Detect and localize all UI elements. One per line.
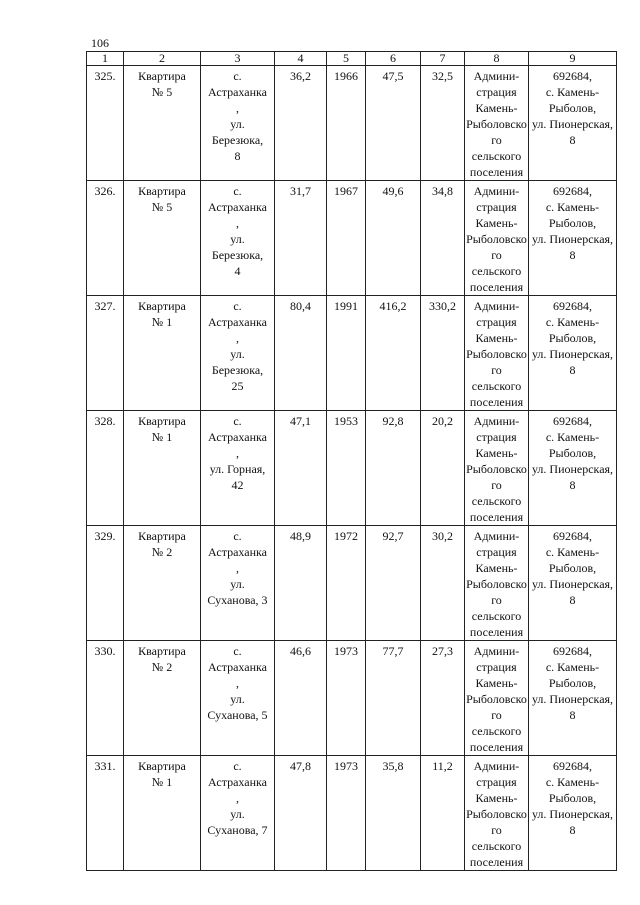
year-value-cell — [327, 296, 366, 411]
object-address-cell — [201, 66, 275, 181]
area-value: 46,6 — [290, 644, 311, 658]
row-number-cell — [87, 526, 124, 641]
residual-value: 330,2 — [429, 299, 456, 313]
column-number: 3 — [201, 52, 275, 66]
object-address: с. Астраханка , ул. Березюка, 4 — [208, 184, 267, 278]
residual-value-cell — [421, 181, 465, 296]
object-name: Квартира № 5 — [138, 184, 186, 214]
object-name-cell — [124, 181, 201, 296]
object-address-cell — [201, 641, 275, 756]
row-number: 326. — [94, 184, 116, 198]
holder-address-cell — [529, 181, 617, 296]
object-name-cell — [124, 641, 201, 756]
object-address: с. Астраханка , ул. Березюка, 25 — [208, 299, 267, 393]
object-name-cell — [124, 756, 201, 871]
area-value-cell — [275, 181, 327, 296]
object-address-cell — [201, 526, 275, 641]
object-name: Квартира № 1 — [138, 414, 186, 444]
table-row — [87, 526, 617, 641]
cost-value: 92,8 — [382, 414, 404, 428]
row-number: 330. — [94, 644, 116, 658]
holder-address-cell — [529, 641, 617, 756]
holder-address: 692684, с. Камень- Рыболов, ул. Пионерская, 8 — [531, 414, 614, 492]
holder-address: 692684, с. Камень- Рыболов, ул. Пионерская, 8 — [531, 644, 614, 722]
cost-value: 77,7 — [382, 644, 404, 658]
residual-value: 30,2 — [432, 529, 453, 543]
year-value: 1966 — [334, 69, 358, 83]
cost-value: 92,7 — [382, 529, 404, 543]
row-number: 329. — [94, 529, 116, 543]
holder-name-cell — [465, 66, 529, 181]
area-value: 80,4 — [290, 299, 311, 313]
holder-name-cell — [465, 411, 529, 526]
column-number: 2 — [124, 52, 201, 66]
year-value: 1953 — [334, 414, 358, 428]
cost-value-cell — [366, 66, 421, 181]
cost-value-cell — [366, 411, 421, 526]
holder-name-cell — [465, 641, 529, 756]
table-row — [87, 66, 617, 181]
object-name: Квартира № 5 — [138, 69, 186, 99]
residual-value-cell — [421, 411, 465, 526]
holder-address-cell — [529, 66, 617, 181]
column-number: 7 — [421, 52, 465, 66]
holder-address: 692684, с. Камень- Рыболов, ул. Пионерская, 8 — [531, 759, 614, 837]
year-value-cell — [327, 66, 366, 181]
holder-address: 692684, с. Камень- Рыболов, ул. Пионерская, 8 — [531, 184, 614, 262]
object-address: с. Астраханка , ул. Березюка, 8 — [208, 69, 267, 163]
row-number: 328. — [94, 414, 116, 428]
holder-name-cell — [465, 526, 529, 641]
holder-name: Админи- страция Камень- Рыболовско го сельского поселения — [466, 299, 527, 409]
residual-value: 27,3 — [432, 644, 453, 658]
column-number: 1 — [87, 52, 124, 66]
object-name-cell — [124, 296, 201, 411]
holder-name-cell — [465, 296, 529, 411]
holder-name: Админи- страция Камень- Рыболовско го сельского поселения — [466, 69, 527, 179]
row-number-cell — [87, 296, 124, 411]
residual-value-cell — [421, 526, 465, 641]
column-number-row — [87, 52, 617, 66]
object-name: Квартира № 1 — [138, 299, 186, 329]
residual-value-cell — [421, 66, 465, 181]
object-name: Квартира № 1 — [138, 759, 186, 789]
year-value: 1972 — [334, 529, 358, 543]
area-value-cell — [275, 296, 327, 411]
holder-name-cell — [465, 181, 529, 296]
row-number: 327. — [94, 299, 116, 313]
holder-address-cell — [529, 411, 617, 526]
holder-name: Админи- страция Камень- Рыболовско го сельского поселения — [466, 529, 527, 639]
property-registry-table — [86, 51, 617, 871]
object-address-cell — [201, 411, 275, 526]
cost-value-cell — [366, 181, 421, 296]
holder-address-cell — [529, 526, 617, 641]
holder-address: 692684, с. Камень- Рыболов, ул. Пионерская, 8 — [531, 299, 614, 377]
table-row — [87, 411, 617, 526]
row-number-cell — [87, 66, 124, 181]
area-value-cell — [275, 66, 327, 181]
year-value: 1967 — [334, 184, 358, 198]
area-value: 47,1 — [290, 414, 311, 428]
year-value-cell — [327, 641, 366, 756]
year-value: 1973 — [334, 644, 358, 658]
object-address: с. Астраханка , ул. Суханова, 7 — [207, 759, 268, 837]
table-row — [87, 641, 617, 756]
holder-name: Админи- страция Камень- Рыболовско го сельского поселения — [466, 414, 527, 524]
residual-value-cell — [421, 756, 465, 871]
area-value: 36,2 — [290, 69, 311, 83]
residual-value-cell — [421, 296, 465, 411]
cost-value-cell — [366, 756, 421, 871]
row-number-cell — [87, 756, 124, 871]
cost-value-cell — [366, 641, 421, 756]
year-value-cell — [327, 526, 366, 641]
holder-name: Админи- страция Камень- Рыболовско го сельского поселения — [466, 644, 527, 754]
object-name-cell — [124, 411, 201, 526]
object-address: с. Астраханка , ул. Суханова, 3 — [207, 529, 268, 607]
area-value-cell — [275, 756, 327, 871]
area-value-cell — [275, 641, 327, 756]
cost-value-cell — [366, 296, 421, 411]
holder-address-cell — [529, 756, 617, 871]
area-value: 31,7 — [290, 184, 311, 198]
object-address-cell — [201, 181, 275, 296]
column-number: 9 — [529, 52, 617, 66]
table-row — [87, 296, 617, 411]
holder-address: 692684, с. Камень- Рыболов, ул. Пионерская, 8 — [531, 69, 614, 147]
cost-value: 47,5 — [382, 69, 404, 83]
object-name-cell — [124, 526, 201, 641]
column-number: 4 — [275, 52, 327, 66]
row-number-cell — [87, 181, 124, 296]
area-value-cell — [275, 526, 327, 641]
year-value: 1973 — [334, 759, 358, 773]
holder-name-cell — [465, 756, 529, 871]
area-value-cell — [275, 411, 327, 526]
holder-name: Админи- страция Камень- Рыболовско го сельского поселения — [466, 184, 527, 294]
page-number: 106 — [91, 36, 109, 50]
residual-value: 32,5 — [432, 69, 453, 83]
residual-value: 20,2 — [432, 414, 453, 428]
object-address-cell — [201, 296, 275, 411]
column-number: 5 — [327, 52, 366, 66]
year-value-cell — [327, 181, 366, 296]
holder-address: 692684, с. Камень- Рыболов, ул. Пионерская, 8 — [531, 529, 614, 607]
object-address-cell — [201, 756, 275, 871]
column-number: 6 — [366, 52, 421, 66]
holder-address-cell — [529, 296, 617, 411]
object-name: Квартира № 2 — [138, 644, 186, 674]
holder-name: Админи- страция Камень- Рыболовско го сельского поселения — [466, 759, 527, 869]
object-address: с. Астраханка , ул. Горная, 42 — [208, 414, 267, 492]
cost-value: 49,6 — [382, 184, 404, 198]
object-name: Квартира № 2 — [138, 529, 186, 559]
row-number-cell — [87, 411, 124, 526]
row-number-cell — [87, 641, 124, 756]
year-value: 1991 — [334, 299, 358, 313]
object-name-cell — [124, 66, 201, 181]
area-value: 48,9 — [290, 529, 311, 543]
cost-value: 35,8 — [382, 759, 404, 773]
residual-value-cell — [421, 641, 465, 756]
year-value-cell — [327, 411, 366, 526]
year-value-cell — [327, 756, 366, 871]
row-number: 331. — [94, 759, 116, 773]
cost-value-cell — [366, 526, 421, 641]
area-value: 47,8 — [290, 759, 311, 773]
row-number: 325. — [94, 69, 116, 83]
residual-value: 11,2 — [432, 759, 453, 773]
column-number: 8 — [465, 52, 529, 66]
residual-value: 34,8 — [432, 184, 453, 198]
object-address: с. Астраханка , ул. Суханова, 5 — [207, 644, 268, 722]
cost-value: 416,2 — [379, 299, 407, 313]
table-row — [87, 181, 617, 296]
table-row — [87, 756, 617, 871]
